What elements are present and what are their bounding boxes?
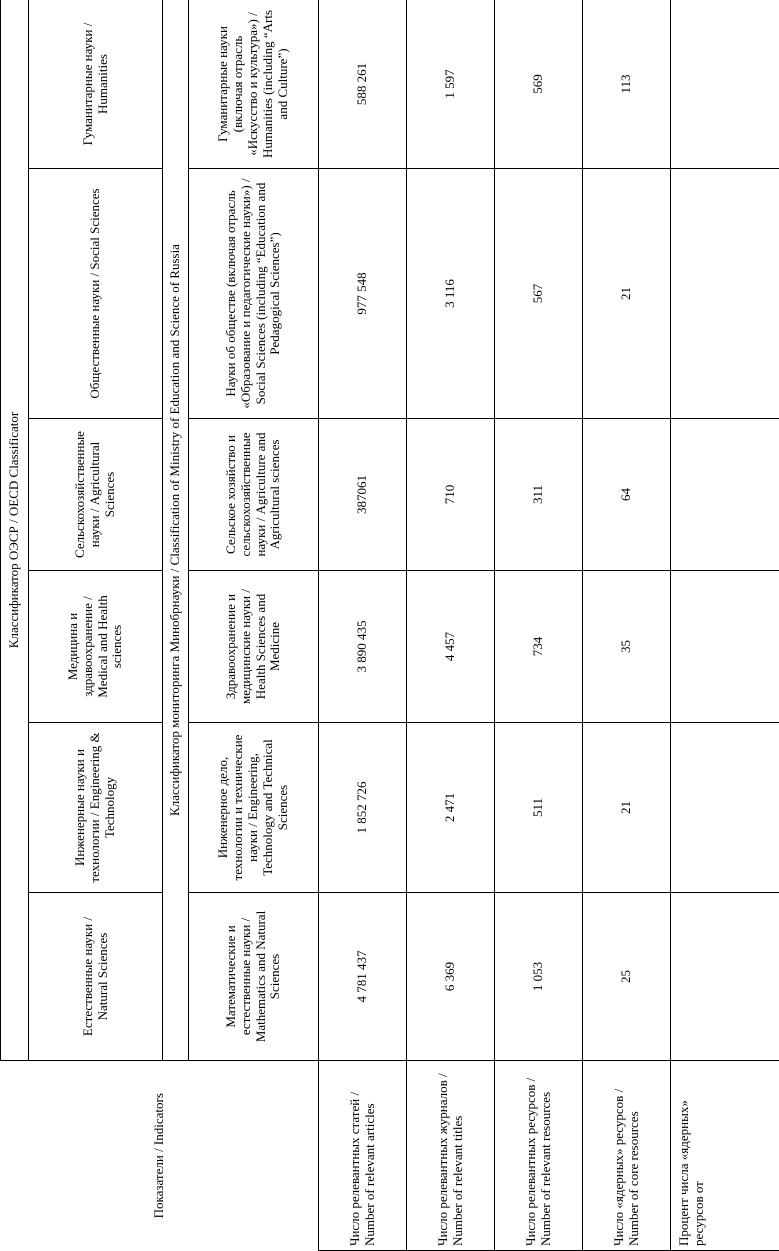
table-cell: 511 [495,723,583,893]
table-cell: 6 369 [407,893,495,1061]
oecd-field-agricultural: Сельскохозяйственные науки / Agricultural Sciences [29,419,163,571]
row-label: Число релевантных журналов / Number of relevant titles [407,1061,495,1251]
ministry-classificator-header: Классификатор мониторинга Минобрнауки / Classification of Ministry of Education and Science of Russia [163,0,189,1061]
table-cell: 734 [495,571,583,723]
table-cell: 311 [495,419,583,571]
table-row [407,0,495,1251]
row-label: Процент числа «ядерных» ресурсов от [671,1061,779,1251]
table-cell: 3 116 [407,169,495,419]
table-row [495,0,583,1251]
ministry-field-math-natural: Математические и естественные науки / Mathematics and Natural Sciences [189,893,319,1061]
ministry-field-engineering: Инженерное дело, технологии и технические науки / Engineering, Technology and Technical Sciences [189,723,319,893]
table-cell: 1 053 [495,893,583,1061]
table-cell: 21 [583,169,671,419]
ministry-field-humanities: Гуманитарные науки (включая отрасль «Искусство и культура») / Humanities (including “Arts and Culture”) [189,0,319,169]
row-label: Число «ядерных» ресурсов / Number of core resources [583,1061,671,1251]
table-cell: 4 457 [407,571,495,723]
table-cell: 25 [583,893,671,1061]
table-row [671,0,779,1251]
table-cell: 567 [495,169,583,419]
table-cell [671,571,779,723]
row-label: Число релевантных статей / Number of relevant articles [319,1061,407,1251]
row-label: Число релевантных ресурсов / Number of relevant resources [495,1061,583,1251]
table-cell: 64 [583,419,671,571]
table-cell: 4 781 437 [319,893,407,1061]
table-cell: 35 [583,571,671,723]
ministry-field-health: Здравоохранение и медицинские науки / Health Sciences and Medicine [189,571,319,723]
table-cell: 1 597 [407,0,495,169]
oecd-field-humanities: Гуманитарные науки / Humanities [29,0,163,169]
oecd-classificator-header: Классификатор ОЭСР / OECD Classificator [1,0,29,1061]
table-cell: 588 261 [319,0,407,169]
ministry-field-social: Науки об обществе (включая отрасль «Образование и педагогические науки») / Social Sciences (including “Education and Pedagogical Sciences”) [189,169,319,419]
table-cell: 387061 [319,419,407,571]
indicators-header: Показатели / Indicators [1,1061,319,1251]
table-row [583,0,671,1251]
table-cell: 710 [407,419,495,571]
oecd-field-social: Общественные науки / Social Sciences [29,169,163,419]
table-cell [671,723,779,893]
table-cell [671,0,779,169]
table-cell: 1 852 726 [319,723,407,893]
table-cell: 21 [583,723,671,893]
oecd-field-natural: Естественные науки / Natural Sciences [29,893,163,1061]
table-cell: 569 [495,0,583,169]
table-cell: 113 [583,0,671,169]
table-cell [671,893,779,1061]
oecd-field-engineering: Инженерные науки и технологии / Engineering & Technology [29,723,163,893]
oecd-field-medical: Медицина и здравоохранение / Medical and Health sciences [29,571,163,723]
table-cell [671,169,779,419]
table-cell [671,419,779,571]
table-cell: 3 890 435 [319,571,407,723]
ministry-field-agriculture: Сельское хозяйство и сельскохозяйственные науки / Agriculture and Agricultural sciences [189,419,319,571]
table-cell: 2 471 [407,723,495,893]
table-cell: 977 548 [319,169,407,419]
table-row [319,0,407,1251]
